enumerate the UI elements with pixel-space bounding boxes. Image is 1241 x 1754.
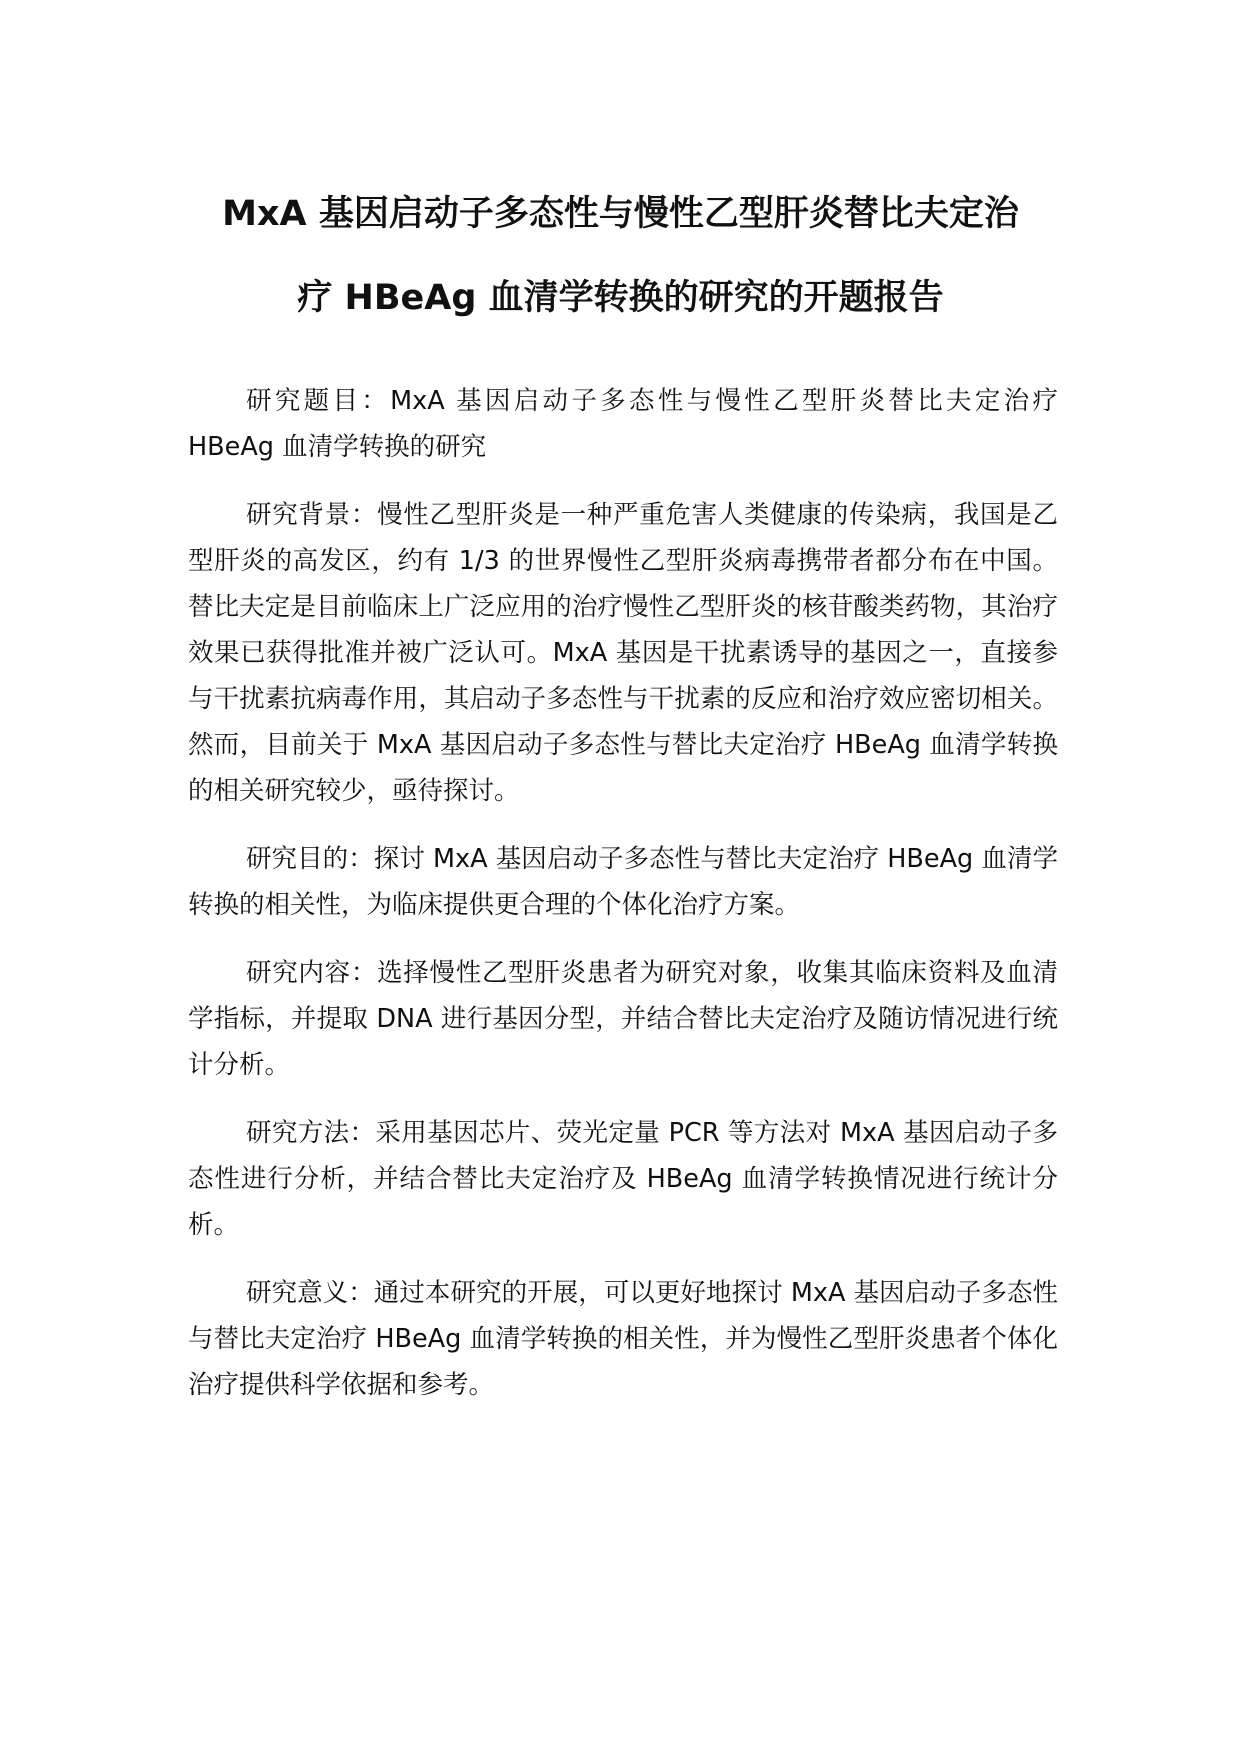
paragraph-research-background: 研究背景：慢性乙型肝炎是一种严重危害人类健康的传染病，我国是乙型肝炎的高发区，约有 1/3 的世界慢性乙型肝炎病毒携带者都分布在中国。替比夫定是目前临床上广泛应用的治疗慢性乙型肝炎的核苷酸类药物，其治疗效果已获得批准并被广泛认可。MxA 基因是干扰素诱导的基因之一，直接参与干扰素抗病毒作用，其启动子多态性与干扰素的反应和治疗效应密切相关。然而，目前关于 MxA 基因启动子多态性与替比夫定治疗 HBeAg 血清学转换的相关研究较少，亟待探讨。	[188, 500, 1058, 806]
document-body	[188, 378, 1058, 1430]
title-line-2: 疗 HBeAg 血清学转换的研究的开题报告	[297, 278, 944, 318]
paragraph-research-topic: 研究题目：MxA 基因启动子多态性与慢性乙型肝炎替比夫定治疗 HBeAg 血清学转换的研究	[188, 386, 1058, 462]
paragraph-research-purpose: 研究目的：探讨 MxA 基因启动子多态性与替比夫定治疗 HBeAg 血清学转换的相关性，为临床提供更合理的个体化治疗方案。	[188, 844, 1058, 920]
title-line-1: MxA 基因启动子多态性与慢性乙型肝炎替比夫定治	[222, 194, 1019, 234]
paragraph-research-significance: 研究意义：通过本研究的开展，可以更好地探讨 MxA 基因启动子多态性与替比夫定治疗 HBeAg 血清学转换的相关性，并为慢性乙型肝炎患者个体化治疗提供科学依据和参考。	[188, 1278, 1058, 1400]
paragraph-research-content: 研究内容：选择慢性乙型肝炎患者为研究对象，收集其临床资料及血清学指标，并提取 DNA 进行基因分型，并结合替比夫定治疗及随访情况进行统计分析。	[188, 958, 1058, 1080]
document-title	[150, 172, 1091, 340]
paragraph-research-methods: 研究方法：采用基因芯片、荧光定量 PCR 等方法对 MxA 基因启动子多态性进行分析，并结合替比夫定治疗及 HBeAg 血清学转换情况进行统计分析。	[188, 1118, 1058, 1240]
